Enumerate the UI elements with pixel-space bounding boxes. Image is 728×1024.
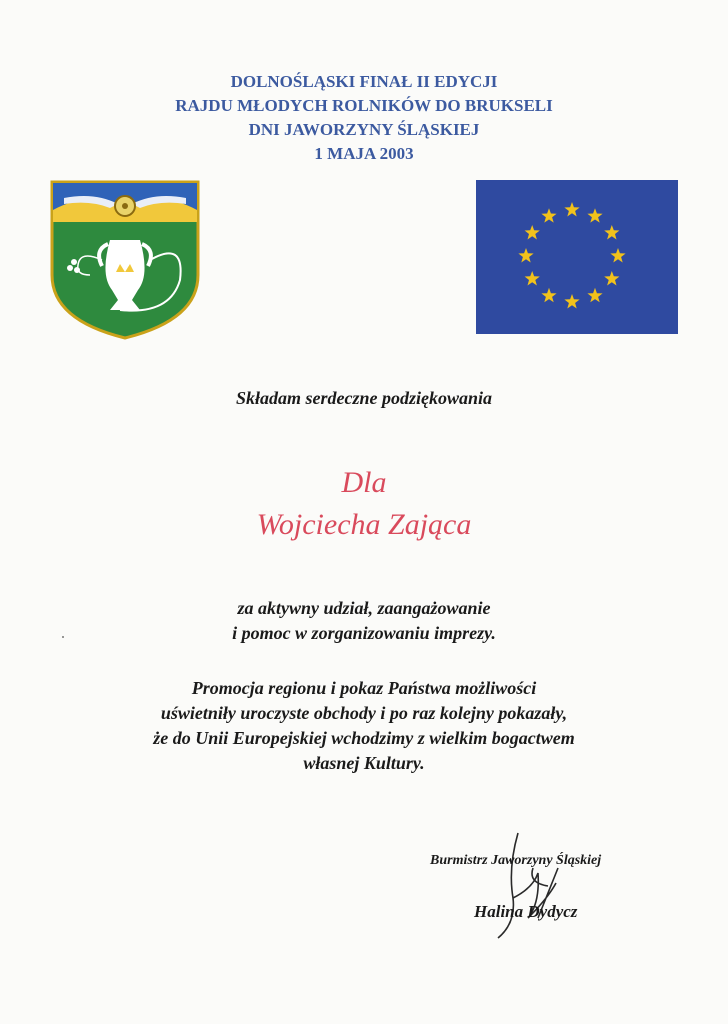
paper-speck (62, 636, 64, 638)
signatory-title: Burmistrz Jaworzyny Śląskiej (430, 853, 602, 868)
body-paragraph-1 (0, 596, 728, 646)
header-line: DOLNOŚLĄSKI FINAŁ II EDYCJI (230, 72, 498, 91)
document-header (0, 70, 728, 166)
thanks-line: Składam serdeczne podziękowania (235, 388, 492, 408)
body-paragraph-2 (0, 676, 728, 776)
body-line: za aktywny udział, zaangażowanie (237, 598, 491, 618)
body-line: Promocja regionu i pokaz Państwa możliwości (191, 678, 537, 698)
handwritten-signature-icon (478, 828, 568, 948)
body-line: że do Unii Europejskiej wchodzimy z wielkim bogactwem (153, 728, 575, 748)
recipient-prefix: Dla (341, 466, 387, 499)
recipient (0, 462, 728, 546)
body-line: i pomoc w zorganizowaniu imprezy. (232, 623, 496, 643)
body-line: własnej Kultury. (303, 753, 425, 773)
coat-of-arms-icon (50, 180, 200, 340)
header-date: 1 MAJA 2003 (314, 144, 414, 163)
header-line: DNI JAWORZYNY ŚLĄSKIEJ (248, 120, 480, 139)
eu-flag-icon (476, 180, 678, 334)
header-line: RAJDU MŁODYCH ROLNIKÓW DO BRUKSELI (175, 96, 553, 115)
signatory-name: Halina Dydycz (474, 902, 578, 921)
recipient-name: Wojciecha Zająca (256, 508, 472, 541)
body-line: uświetniły uroczyste obchody i po raz kolejny pokazały, (160, 703, 568, 723)
